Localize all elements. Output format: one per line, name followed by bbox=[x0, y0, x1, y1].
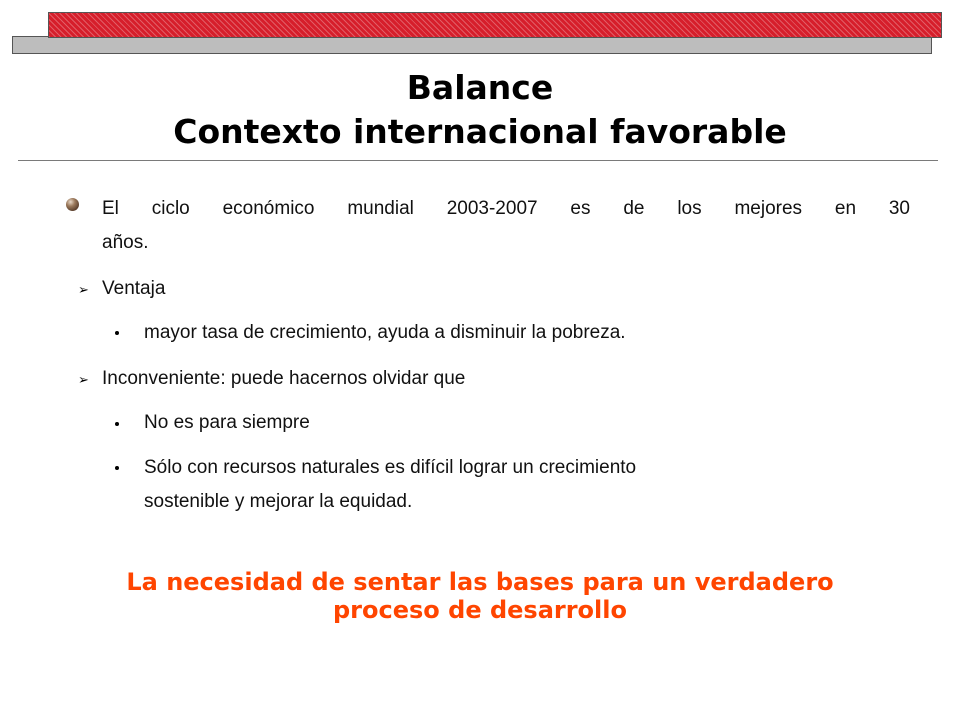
ventaja-item: mayor tasa de crecimiento, ayuda a disminuir la pobreza. bbox=[144, 322, 626, 343]
inconveniente-item-2: Sólo con recursos naturales es difícil lograr un crecimiento bbox=[144, 457, 637, 478]
inconveniente-label: Inconveniente: puede hacernos olvidar que bbox=[102, 368, 466, 389]
arrow-bullet-icon: ➢ bbox=[78, 373, 89, 388]
inconveniente-item-2-cont: sostenible y mejorar la equidad. bbox=[144, 491, 413, 512]
dot-bullet-icon bbox=[115, 422, 119, 426]
arrow-bullet-icon: ➢ bbox=[78, 283, 89, 298]
main-point-line-1: El ciclo económico mundial 2003-2007 es de los mejores en 30 bbox=[102, 198, 910, 219]
title-line-2: Contexto internacional favorable bbox=[173, 112, 787, 151]
conclusion-line-1: La necesidad de sentar las bases para un verdadero bbox=[126, 568, 834, 596]
title-line-1: Balance bbox=[406, 68, 554, 107]
conclusion-line-2: proceso de desarrollo bbox=[333, 596, 627, 624]
dot-bullet-icon bbox=[115, 466, 119, 470]
ventaja-label: Ventaja bbox=[102, 278, 166, 299]
sphere-bullet-icon bbox=[66, 198, 79, 211]
main-point-line-2: años. bbox=[102, 232, 149, 253]
conclusion-statement bbox=[60, 568, 900, 624]
inconveniente-item-1: No es para siempre bbox=[144, 412, 310, 433]
dot-bullet-icon bbox=[115, 331, 119, 335]
